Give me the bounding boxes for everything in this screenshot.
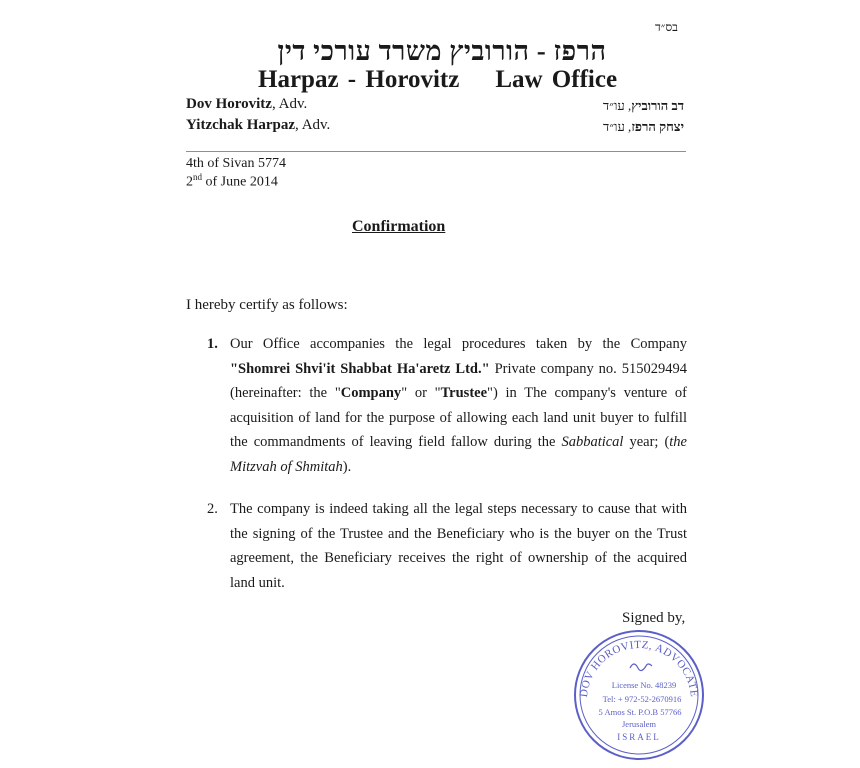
hebrew-office-title: הרפז - הורוביץ משרד עורכי דין	[277, 36, 607, 66]
signed-by-label: Signed by,	[622, 610, 686, 626]
sabbatical-term: Sabbatical	[561, 434, 624, 450]
english-office-title	[258, 66, 617, 94]
lawyer-1-name: Dov Horovitz	[186, 96, 272, 112]
company-name: "Shomrei Shvi'it Shabbat Ha'aretz Ltd."	[230, 360, 490, 377]
item-text-part: Our Office accompanies the legal procedures taken by the Company	[230, 336, 687, 352]
heb-lawyer-1-title: , עו״ד	[602, 98, 632, 113]
item-text-part: Private company no. 515029494 (hereinafter: the "	[230, 360, 687, 401]
stamp-arc-text: DOV HOROVITZ, ADVOCATE	[577, 638, 701, 698]
signature-scribble	[630, 664, 652, 671]
stamp-license: License No. 48239	[611, 680, 677, 690]
item-text	[230, 332, 687, 479]
lawyer-2-english	[186, 117, 330, 134]
stamp-address: 5 Amos St. P.O.B 57766	[598, 707, 682, 717]
defined-term-company: Company	[340, 385, 402, 401]
hebrew-date: 4th of Sivan 5774	[186, 156, 286, 171]
stamp-country: ISRAEL	[617, 732, 661, 742]
intro-text: I hereby certify as follows:	[186, 297, 348, 313]
item-number: 1.	[207, 336, 218, 352]
date-day: 2	[186, 174, 193, 190]
office-partners-name: Harpaz - Horovitz	[258, 66, 460, 93]
item-text: The company is indeed taking all the legal steps necessary to cause that with the signing of the Trustee and the Beneficiary who is the buyer on the Trust agreement, the Beneficiary receives the right of ownership of the acquired land unit.	[230, 501, 687, 591]
lawyer-1-english	[186, 96, 307, 113]
item-text-part: ") in The company's venture of acquisition of land for the purpose of allowing each land unit buyer to fulfill the commandments of leaving field fallow during the	[230, 385, 687, 450]
date-day-suffix: nd	[193, 172, 202, 182]
item-text-part: year; (	[623, 434, 670, 450]
item-text-part: ).	[342, 458, 352, 475]
header-divider	[186, 151, 686, 152]
lawyer-1-title: , Adv.	[271, 96, 308, 112]
lawyer-2-hebrew	[484, 119, 684, 135]
heb-lawyer-2-title: , עו״ד	[602, 119, 632, 134]
office-type-label: Law Office	[495, 66, 618, 93]
lawyer-2-title: , Adv.	[295, 117, 331, 133]
list-item	[207, 332, 687, 479]
defined-term-trustee: Trustee	[440, 385, 488, 401]
stamp-city: Jerusalem	[622, 719, 656, 729]
stamp-phone: Tel: + 972-52-2670916	[602, 694, 682, 704]
gregorian-date	[186, 172, 278, 191]
advocate-stamp	[572, 628, 706, 762]
lawyer-2-name: Yitzchak Harpaz	[186, 117, 296, 133]
heb-lawyer-2-name: יצחק הרפז	[631, 119, 684, 134]
item-text-part: " or "	[401, 385, 441, 401]
document-title: Confirmation	[352, 218, 446, 235]
heb-lawyer-1-name: דב הורוביץ	[631, 98, 684, 113]
date-month-year: of June 2014	[202, 174, 278, 190]
list-item	[207, 497, 687, 595]
item-number: 2.	[207, 501, 218, 517]
lawyer-1-hebrew	[484, 98, 684, 114]
besd-mark: בס״ד	[655, 20, 678, 34]
mitzvah-term: the Mitzvah of Shmitah	[230, 434, 687, 475]
